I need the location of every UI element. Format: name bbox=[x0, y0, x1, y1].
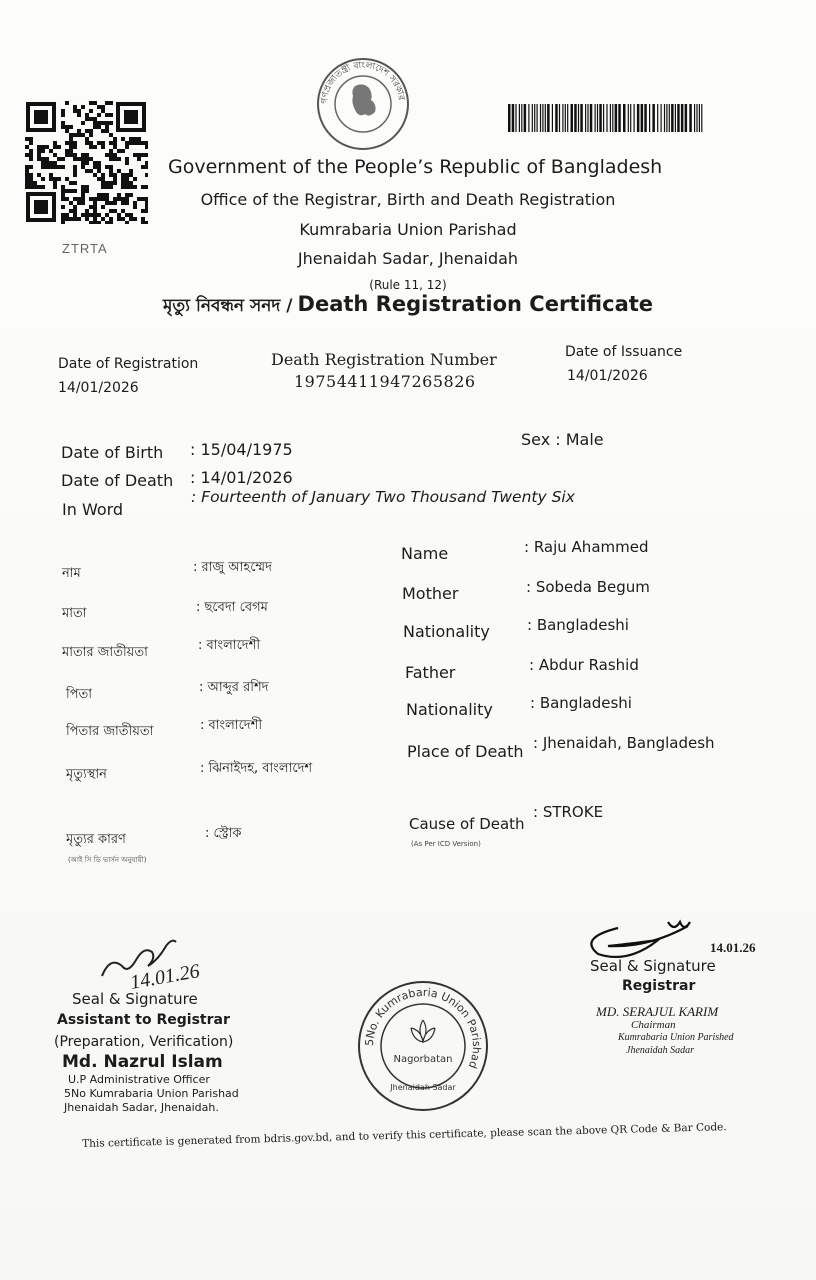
registrar-name: MD. SERAJUL KARIM bbox=[596, 1004, 719, 1019]
en-mother-label: Mother bbox=[402, 584, 459, 603]
bn-place-of-death-value: : ঝিনাইদহ, বাংলাদেশ bbox=[200, 761, 313, 776]
government-name: Government of the People’s Republic of Bangladesh bbox=[168, 156, 663, 178]
en-place-of-death-label: Place of Death bbox=[407, 742, 524, 761]
stamp-center-text: Nagorbatan bbox=[393, 1054, 453, 1065]
en-cause-of-death-note: (As Per ICD Version) bbox=[411, 840, 481, 848]
emblem-ring-text: গণপ্রজাতন্ত্রী বাংলাদেশ সরকার bbox=[319, 60, 406, 105]
in-word-label: In Word bbox=[62, 500, 124, 519]
stamp-bottom-text: Jhenaidah Sadar bbox=[390, 1083, 456, 1092]
registrar-title: Registrar bbox=[622, 978, 696, 994]
issuance-date-label: Date of Issuance bbox=[565, 344, 683, 360]
bn-place-of-death-label: মৃত্যুস্থান bbox=[66, 767, 107, 782]
registrar-union: Kumrabaria Union Parished bbox=[618, 1032, 734, 1043]
stamp-ring-text: 5No. Kumrabaria Union Parishad bbox=[362, 985, 484, 1071]
en-name-label: Name bbox=[401, 544, 449, 563]
assistant-designation: U.P Administrative Officer bbox=[68, 1073, 210, 1086]
en-father-nationality-label: Nationality bbox=[406, 700, 493, 719]
registrar-seal-label: Seal & Signature bbox=[590, 957, 716, 975]
assistant-seal-label: Seal & Signature bbox=[72, 990, 198, 1008]
bn-mother-nationality-value: : বাংলাদেশী bbox=[198, 638, 261, 653]
bn-father-nationality-value: : বাংলাদেশী bbox=[200, 718, 263, 733]
registration-date-label: Date of Registration bbox=[58, 356, 199, 372]
registration-number-value: 19754411947265826 bbox=[294, 372, 476, 391]
bn-mother-label: মাতা bbox=[62, 606, 87, 621]
registrar-district: Jhenaidah Sadar bbox=[626, 1045, 695, 1056]
in-word-value: : Fourteenth of January Two Thousand Twenty Six bbox=[191, 488, 575, 506]
sex-value: Sex : Male bbox=[521, 430, 604, 449]
date-of-death-value: : 14/01/2026 bbox=[190, 468, 293, 487]
en-father-value: : Abdur Rashid bbox=[529, 656, 639, 674]
bangladesh-emblem-icon bbox=[315, 56, 411, 152]
registrar-designation: Chairman bbox=[631, 1019, 676, 1031]
en-name-value: : Raju Ahammed bbox=[524, 538, 649, 556]
assistant-district: Jhenaidah Sadar, Jhenaidah. bbox=[64, 1101, 219, 1114]
district-name: Jhenaidah Sadar, Jhenaidah bbox=[297, 249, 519, 268]
registration-date-value: 14/01/2026 bbox=[58, 380, 139, 396]
bn-mother-nationality-label: মাতার জাতীয়তা bbox=[62, 645, 148, 660]
en-mother-value: : Sobeda Begum bbox=[526, 578, 650, 596]
title-english: Death Registration Certificate bbox=[297, 292, 654, 316]
en-mother-nationality-label: Nationality bbox=[403, 622, 490, 641]
registrar-signature bbox=[588, 916, 718, 960]
verification-footer: This certificate is generated from bdris.gov.bd, and to verify this certificate, please scan the above QR Code & Bar Code. bbox=[82, 1121, 727, 1150]
date-of-death-label: Date of Death bbox=[61, 471, 174, 490]
assistant-union: 5No Kumrabaria Union Parishad bbox=[64, 1087, 239, 1100]
registrar-signature-date: 14.01.26 bbox=[710, 940, 756, 955]
office-name: Office of the Registrar, Birth and Death Registration bbox=[200, 190, 616, 209]
barcode bbox=[508, 104, 704, 132]
union-parishad-stamp bbox=[355, 978, 491, 1114]
union-name: Kumrabaria Union Parishad bbox=[299, 220, 517, 239]
assistant-subtitle: (Preparation, Verification) bbox=[54, 1034, 234, 1050]
bn-cause-of-death-note: (আই সি ডি ভার্সন অনুযায়ী) bbox=[68, 856, 147, 864]
qr-code-label: ZTRTA bbox=[62, 241, 108, 256]
en-mother-nationality-value: : Bangladeshi bbox=[527, 616, 629, 634]
en-cause-of-death-value: : STROKE bbox=[533, 803, 604, 821]
bn-name-label: নাম bbox=[62, 566, 81, 581]
bn-cause-of-death-value: : স্ট্রোক bbox=[205, 826, 242, 841]
date-of-birth-value: : 15/04/1975 bbox=[190, 440, 293, 459]
rule-reference: (Rule 11, 12) bbox=[369, 278, 447, 292]
assistant-signature-date: 14.01.26 bbox=[128, 960, 202, 994]
bn-father-nationality-label: পিতার জাতীয়তা bbox=[66, 724, 154, 739]
bn-father-label: পিতা bbox=[66, 687, 93, 702]
page-title bbox=[0, 292, 816, 321]
en-father-nationality-value: : Bangladeshi bbox=[530, 694, 632, 712]
date-of-birth-label: Date of Birth bbox=[61, 443, 164, 462]
title-bangla: মৃত্যু নিবন্ধন সনদ / bbox=[162, 296, 293, 316]
en-father-label: Father bbox=[405, 663, 456, 682]
en-place-of-death-value: : Jhenaidah, Bangladesh bbox=[533, 734, 715, 752]
assistant-title: Assistant to Registrar bbox=[57, 1012, 230, 1028]
registration-number-label: Death Registration Number bbox=[271, 350, 497, 369]
en-cause-of-death-label: Cause of Death bbox=[409, 815, 525, 833]
bn-name-value: : রাজু আহম্মেদ bbox=[193, 560, 272, 575]
issuance-date-value: 14/01/2026 bbox=[567, 368, 648, 384]
assistant-name: Md. Nazrul Islam bbox=[62, 1052, 223, 1072]
bn-father-value: : আব্দুর রশিদ bbox=[199, 680, 269, 695]
bn-mother-value: : ছবেদা বেগম bbox=[196, 600, 268, 615]
bn-cause-of-death-label: মৃত্যুর কারণ bbox=[66, 832, 126, 847]
